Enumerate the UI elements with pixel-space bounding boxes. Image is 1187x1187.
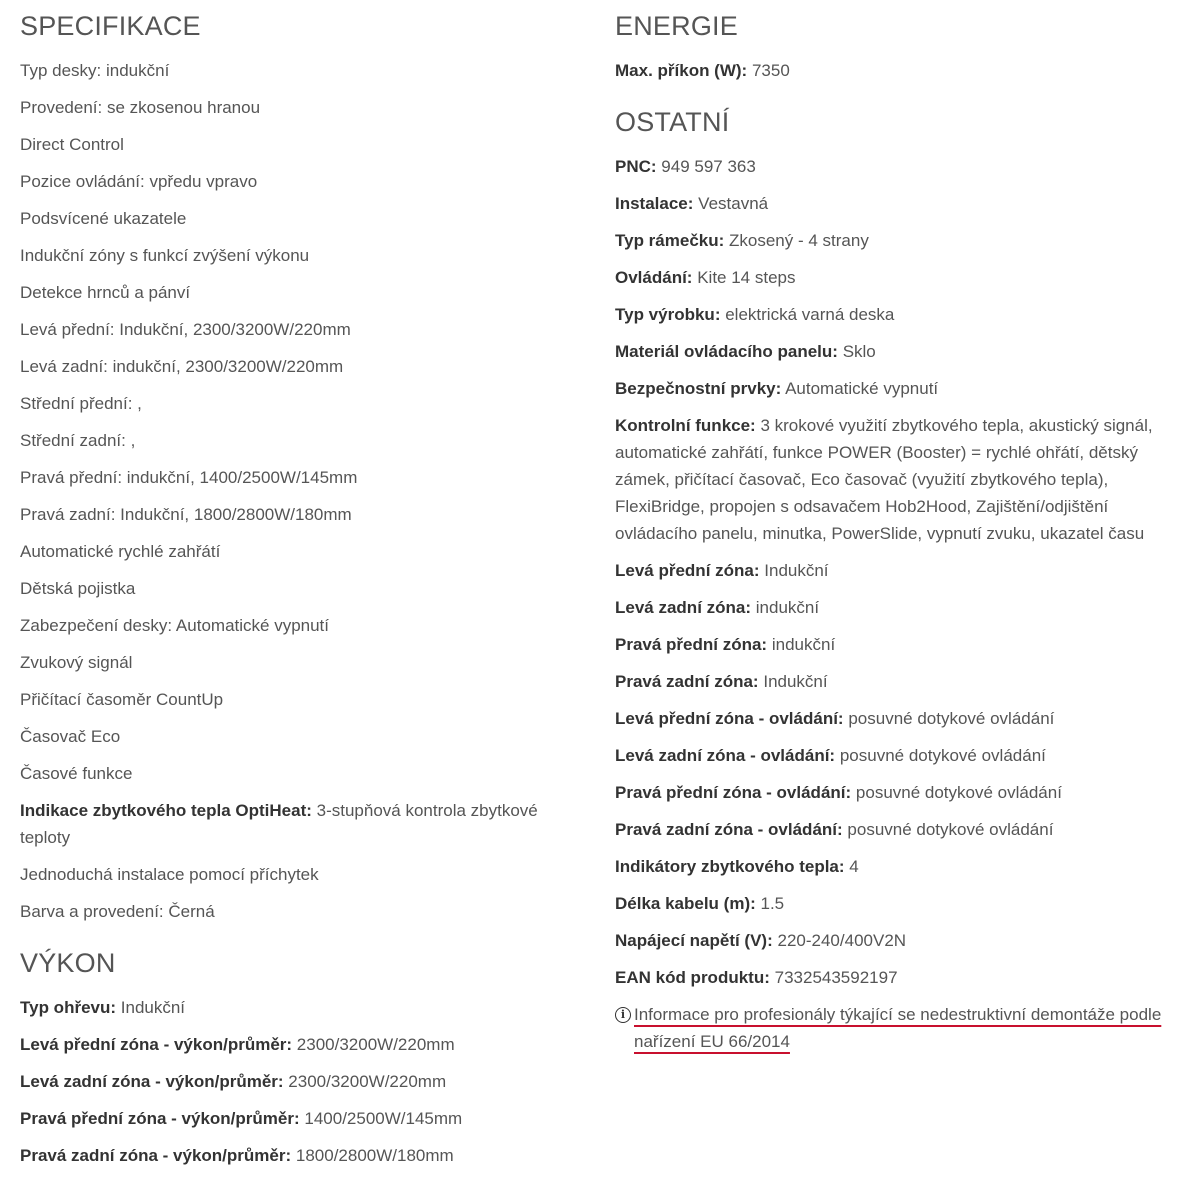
spec-label: Instalace: <box>615 194 694 213</box>
spec-label: PNC: <box>615 157 657 176</box>
spec-value: Levá zadní: indukční, 2300/3200W/220mm <box>20 357 344 376</box>
spec-value: Zkosený - 4 strany <box>729 231 869 250</box>
spec-label: Indikace zbytkového tepla OptiHeat: <box>20 801 312 820</box>
spec-label: Levá zadní zóna - ovládání: <box>615 746 836 765</box>
spec-value: Typ desky: indukční <box>20 61 170 80</box>
spec-item <box>20 390 575 417</box>
spec-value: 2300/3200W/220mm <box>288 1072 447 1091</box>
spec-item <box>615 557 1170 584</box>
spec-label: Pravá zadní zóna: <box>615 672 759 691</box>
spec-label: Levá přední zóna: <box>615 561 760 580</box>
spec-item <box>20 242 575 269</box>
spec-label: EAN kód produktu: <box>615 968 770 987</box>
spec-item <box>20 168 575 195</box>
spec-item <box>20 427 575 454</box>
spec-item <box>615 853 1170 880</box>
eu-info-link[interactable]: Informace pro profesionály týkající se nedestruktivní demontáže podle nařízení EU 66/2014 <box>634 1005 1162 1051</box>
spec-value: Střední přední: , <box>20 394 142 413</box>
spec-item <box>20 501 575 528</box>
spec-item <box>615 57 1170 84</box>
info-circle-icon: i <box>615 1007 631 1023</box>
spec-item <box>615 668 1170 695</box>
energie-list <box>615 57 1170 84</box>
spec-value: 3-stupňová kontrola zbytkové teploty <box>20 801 538 847</box>
spec-item <box>20 353 575 380</box>
spec-value: Pravá přední: indukční, 1400/2500W/145mm <box>20 468 358 487</box>
eu-info-link-row[interactable] <box>615 1001 1170 1055</box>
section-energie <box>615 12 1170 84</box>
spec-value: Indukční <box>120 998 186 1017</box>
spec-label: Levá zadní zóna: <box>615 598 752 617</box>
spec-item <box>20 464 575 491</box>
spec-item <box>615 631 1170 658</box>
section-title-ostatni: OSTATNÍ <box>615 107 730 137</box>
spec-value: 7332543592197 <box>774 968 898 987</box>
spec-item <box>615 705 1170 732</box>
spec-value: 4 <box>849 857 859 876</box>
spec-value: Dětská pojistka <box>20 579 136 598</box>
spec-item <box>615 964 1170 991</box>
spec-value: Pozice ovládání: vpředu vpravo <box>20 172 258 191</box>
spec-item <box>20 898 575 925</box>
spec-value: posuvné dotykové ovládání <box>839 746 1046 765</box>
ostatni-list <box>615 153 1170 991</box>
section-title-vykon: VÝKON <box>20 948 116 978</box>
section-ostatni <box>615 108 1170 1055</box>
spec-value: 2300/3200W/220mm <box>296 1035 455 1054</box>
spec-item <box>20 612 575 639</box>
spec-label: Pravá přední zóna - výkon/průměr: <box>20 1109 300 1128</box>
spec-item <box>615 927 1170 954</box>
spec-item <box>20 1068 575 1095</box>
spec-value: Indukční <box>764 561 829 580</box>
spec-item <box>20 131 575 158</box>
spec-item <box>615 264 1170 291</box>
section-title-specifikace: SPECIFIKACE <box>20 11 201 41</box>
spec-item <box>20 316 575 343</box>
spec-value: Automatické rychlé zahřátí <box>20 542 221 561</box>
spec-label: Pravá zadní zóna - výkon/průměr: <box>20 1146 292 1165</box>
spec-value: posuvné dotykové ovládání <box>855 783 1062 802</box>
spec-label: Max. příkon (W): <box>615 61 748 80</box>
spec-item <box>615 375 1170 402</box>
spec-value: Provedení: se zkosenou hranou <box>20 98 261 117</box>
spec-label: Pravá přední zóna - ovládání: <box>615 783 852 802</box>
spec-value: Časové funkce <box>20 764 133 783</box>
spec-item <box>20 1105 575 1132</box>
spec-value: Vestavná <box>698 194 769 213</box>
spec-value: Přičítací časoměr CountUp <box>20 690 224 709</box>
spec-item <box>615 412 1170 547</box>
spec-item <box>20 723 575 750</box>
spec-value: posuvné dotykové ovládání <box>848 709 1055 728</box>
spec-value: Indukční zóny s funkcí zvýšení výkonu <box>20 246 310 265</box>
spec-item <box>615 190 1170 217</box>
spec-value: Podsvícené ukazatele <box>20 209 187 228</box>
spec-item <box>615 890 1170 917</box>
spec-label: Délka kabelu (m): <box>615 894 756 913</box>
spec-value: Detekce hrnců a pánví <box>20 283 191 302</box>
spec-value: Časovač Eco <box>20 727 121 746</box>
spec-value: Sklo <box>842 342 876 361</box>
spec-label: Materiál ovládacího panelu: <box>615 342 838 361</box>
spec-label: Pravá přední zóna: <box>615 635 768 654</box>
spec-value: 220-240/400V2N <box>777 931 907 950</box>
spec-item <box>20 994 575 1021</box>
section-vykon <box>20 949 575 1169</box>
spec-item <box>20 94 575 121</box>
spec-value: 1400/2500W/145mm <box>304 1109 463 1128</box>
spec-value: Automatické vypnutí <box>785 379 939 398</box>
spec-value: Střední zadní: , <box>20 431 136 450</box>
spec-item <box>615 227 1170 254</box>
spec-value: posuvné dotykové ovládání <box>847 820 1054 839</box>
spec-item <box>20 686 575 713</box>
spec-label: Typ výrobku: <box>615 305 721 324</box>
spec-value: Zvukový signál <box>20 653 133 672</box>
spec-item <box>20 649 575 676</box>
right-column <box>615 0 1170 1055</box>
spec-item <box>615 338 1170 365</box>
spec-label: Levá zadní zóna - výkon/průměr: <box>20 1072 284 1091</box>
spec-value: 1.5 <box>760 894 785 913</box>
spec-label: Indikátory zbytkového tepla: <box>615 857 845 876</box>
spec-value: Direct Control <box>20 135 124 154</box>
section-specifikace <box>20 12 575 925</box>
spec-label: Ovládání: <box>615 268 693 287</box>
spec-value: indukční <box>755 598 820 617</box>
spec-value: elektrická varná deska <box>725 305 895 324</box>
spec-value: Pravá zadní: Indukční, 1800/2800W/180mm <box>20 505 352 524</box>
spec-label: Napájecí napětí (V): <box>615 931 773 950</box>
spec-item <box>20 575 575 602</box>
left-column <box>20 0 575 1179</box>
spec-list <box>20 57 575 925</box>
spec-label: Pravá zadní zóna - ovládání: <box>615 820 843 839</box>
spec-value: Levá přední: Indukční, 2300/3200W/220mm <box>20 320 351 339</box>
spec-item <box>615 153 1170 180</box>
spec-item <box>20 279 575 306</box>
spec-value: Indukční <box>763 672 828 691</box>
spec-item <box>20 797 575 851</box>
spec-item <box>20 538 575 565</box>
spec-label: Typ ohřevu: <box>20 998 117 1017</box>
spec-value: Barva a provedení: Černá <box>20 902 215 921</box>
spec-item <box>615 594 1170 621</box>
spec-value: Kite 14 steps <box>697 268 796 287</box>
section-title-energie: ENERGIE <box>615 11 738 41</box>
spec-item <box>20 861 575 888</box>
spec-item <box>615 301 1170 328</box>
spec-item <box>20 57 575 84</box>
spec-value: indukční <box>771 635 836 654</box>
spec-label: Bezpečnostní prvky: <box>615 379 782 398</box>
spec-item <box>20 1031 575 1058</box>
spec-item <box>615 816 1170 843</box>
spec-value: Zabezpečení desky: Automatické vypnutí <box>20 616 330 635</box>
spec-label: Kontrolní funkce: <box>615 416 756 435</box>
spec-value: 7350 <box>751 61 790 80</box>
spec-value: 1800/2800W/180mm <box>295 1146 454 1165</box>
spec-item <box>20 205 575 232</box>
spec-value: 949 597 363 <box>661 157 756 176</box>
spec-label: Levá přední zóna - ovládání: <box>615 709 844 728</box>
spec-value: Jednoduchá instalace pomocí příchytek <box>20 865 319 884</box>
spec-label: Typ rámečku: <box>615 231 725 250</box>
spec-value: 3 krokové využití zbytkového tepla, akustický signál, automatické zahřátí, funkce POWER (Booster) = rychlé ohřátí, dětský zámek, přičítací časovač, Eco časovač (využití zbytkového tepla), FlexiBridge, propojen s odsavačem Hob2Hood, Zajištění/odjištění ovládacího panelu, minutka, PowerSlide, vypnutí zvuku, ukazatel času <box>615 416 1153 543</box>
spec-item <box>20 760 575 787</box>
spec-item <box>615 742 1170 769</box>
spec-label: Levá přední zóna - výkon/průměr: <box>20 1035 293 1054</box>
spec-item <box>615 779 1170 806</box>
spec-item <box>20 1142 575 1169</box>
vykon-list <box>20 994 575 1169</box>
